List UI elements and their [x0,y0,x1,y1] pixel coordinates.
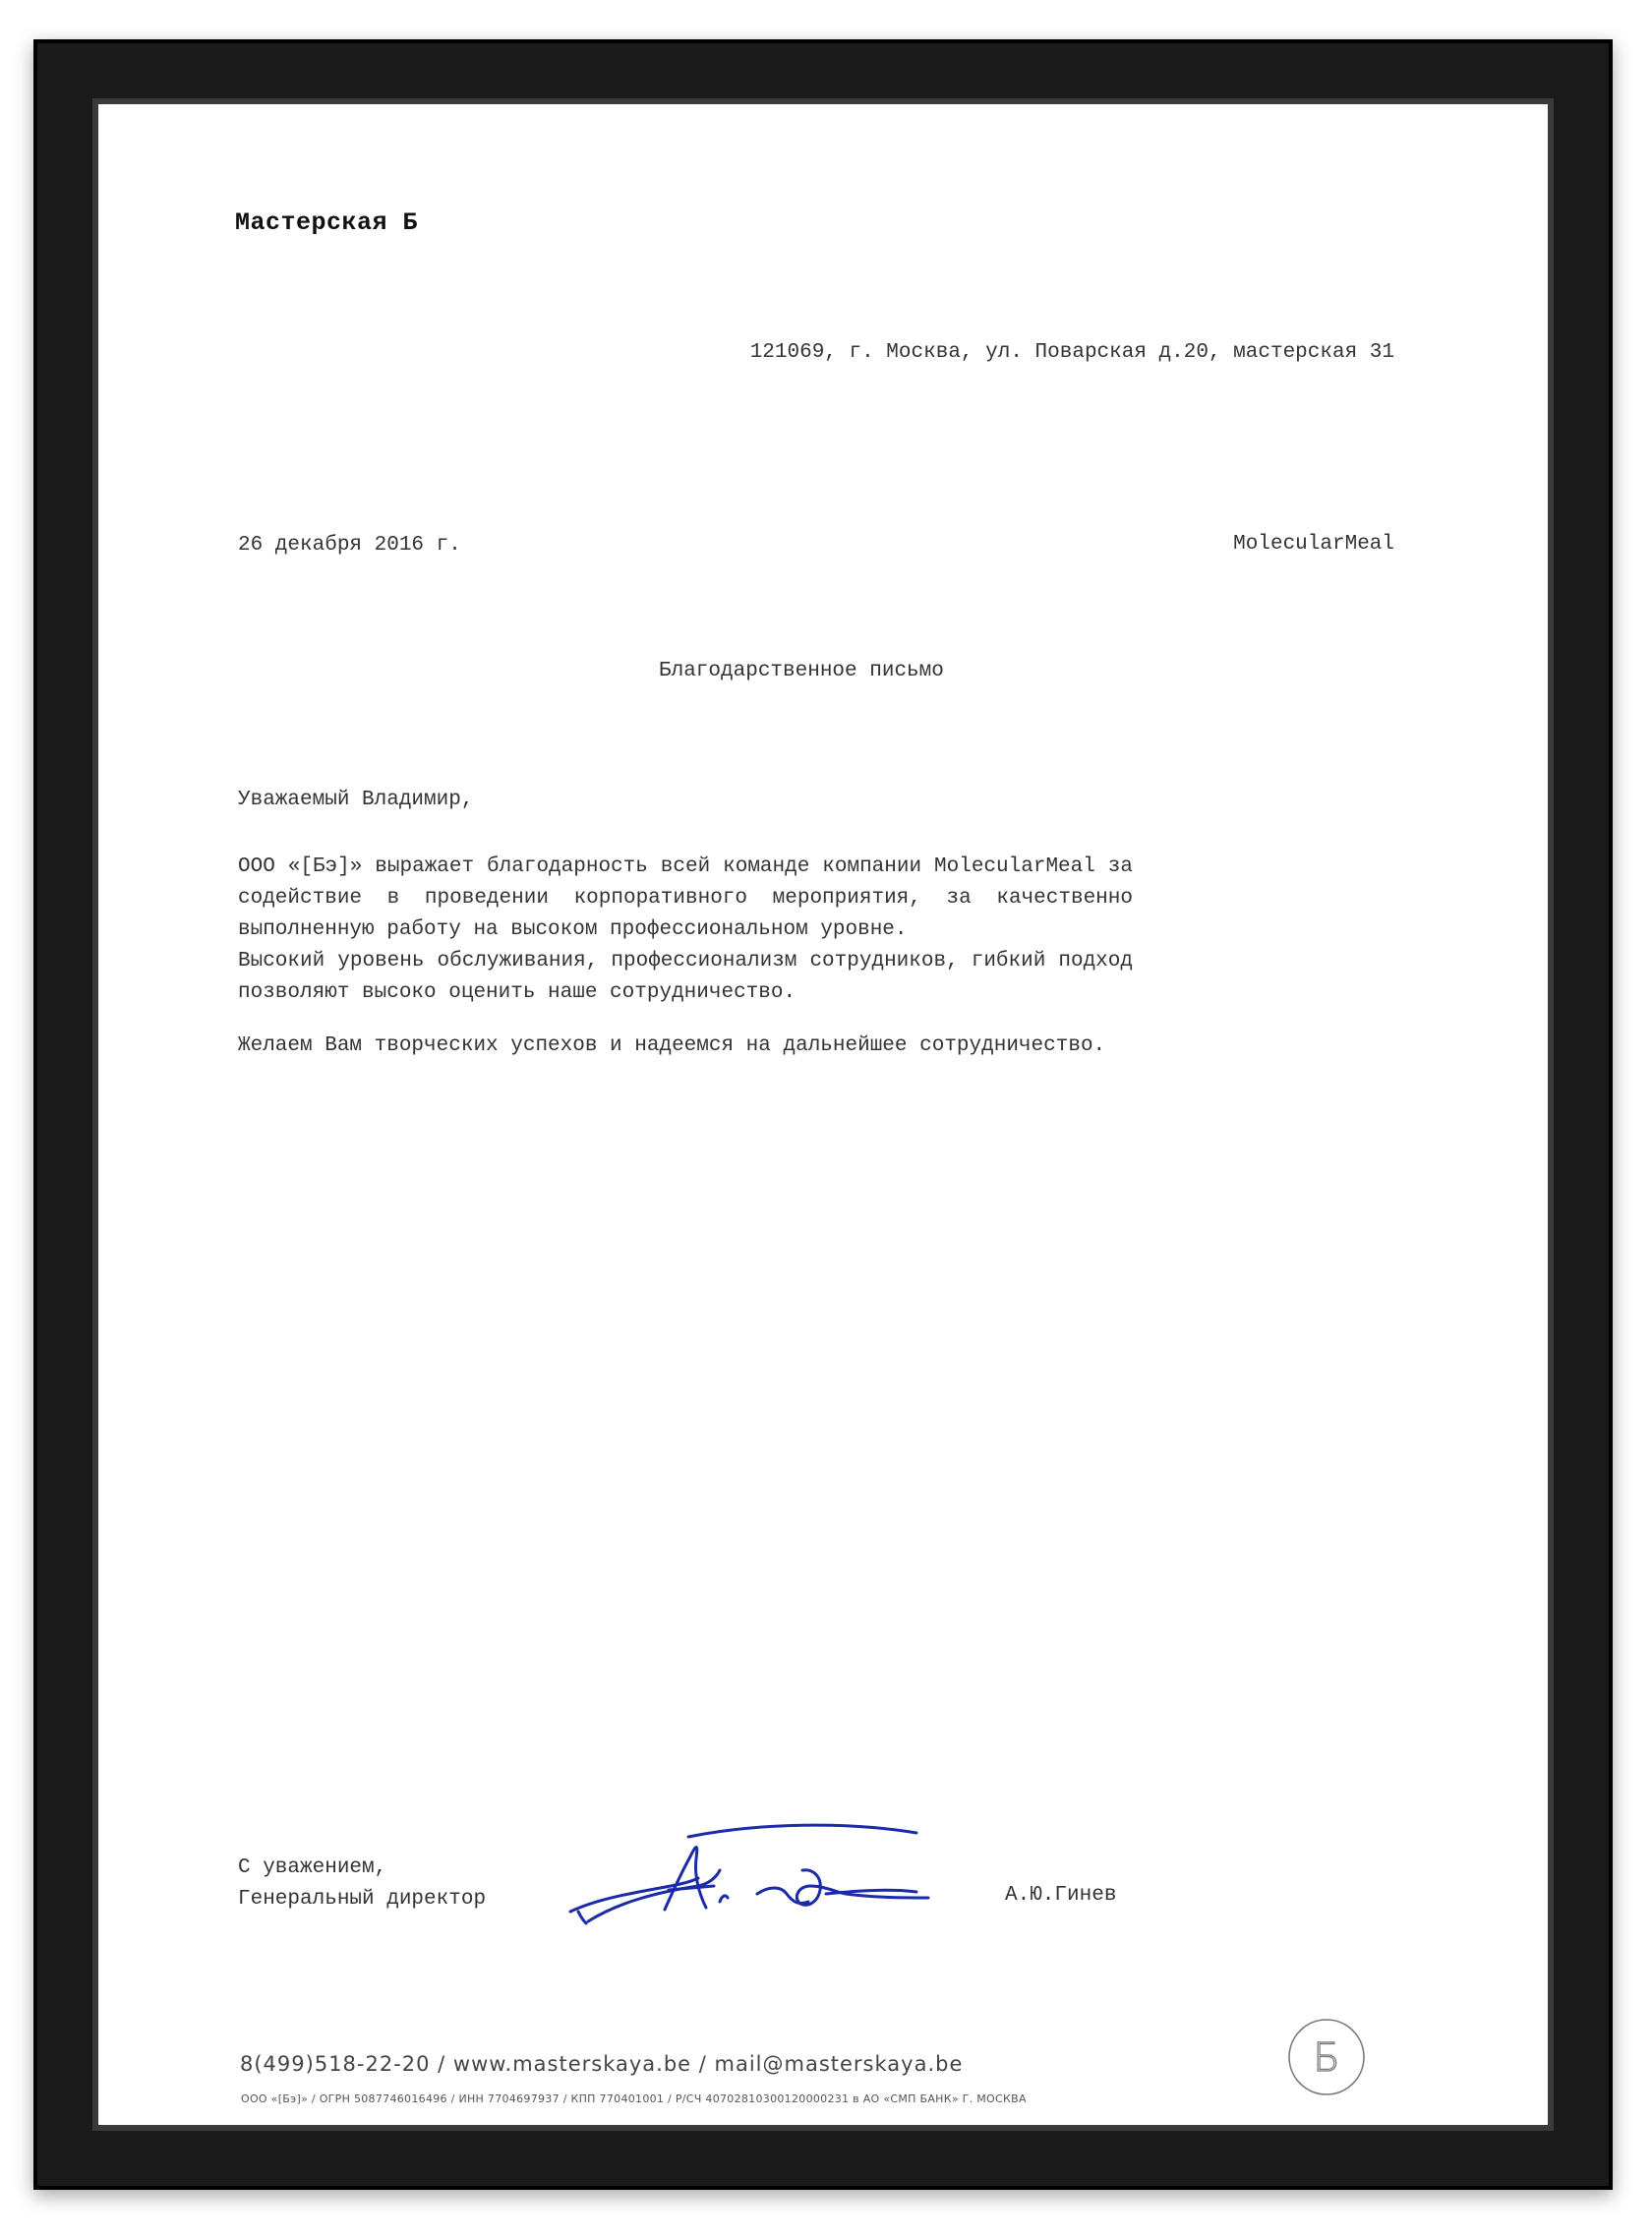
letter-greeting: Уважаемый Владимир, [238,789,474,811]
closing-position: Генеральный директор [238,1888,487,1911]
letter-recipient: MolecularMeal [1233,533,1394,556]
body-paragraph-3: Желаем Вам творческих успехов и надеемся на дальнейшее сотрудничество. [238,1034,1106,1057]
body-paragraph-2: Высокий уровень обслуживания, профессионализм сотрудников, гибкий подход позволяют высоко оценить наше сотрудничество. [238,950,1133,1004]
letter-body [238,852,1133,1062]
footer-contacts: 8(499)518-22-20 / www.masterskaya.be / mail@masterskaya.be [240,2052,964,2076]
picture-frame [33,39,1613,2190]
letter-date: 26 декабря 2016 г. [238,534,461,557]
letterhead-address: 121069, г. Москва, ул. Поварская д.20, мастерская 31 [749,341,1394,364]
letter-closing [238,1853,486,1915]
signer-name: А.Ю.Гинев [1005,1884,1117,1907]
footer-legal-details: ООО «[Бэ]» / ОГРН 5087746016496 / ИНН 7704697937 / КПП 770401001 / Р/СЧ 40702810300120000231 в АО «СМП БАНК» Г. МОСКВА [241,2092,1027,2105]
circle-b-logo-icon [1286,2017,1367,2097]
letterhead-brand: Мастерская Б [235,208,419,237]
letter-paper [98,104,1548,2125]
closing-regards: С уважением, [238,1856,387,1879]
body-paragraph-1: ООО «[Бэ]» выражает благодарность всей команде компании MolecularMeal за содействие в проведении корпоративного мероприятия, за качественно выполненную работу на высоком профессиональном уровне. [238,855,1133,941]
letter-title: Благодарственное письмо [659,660,944,682]
handwritten-signature [551,1776,964,1943]
logo-letter: Б [1313,2035,1340,2081]
